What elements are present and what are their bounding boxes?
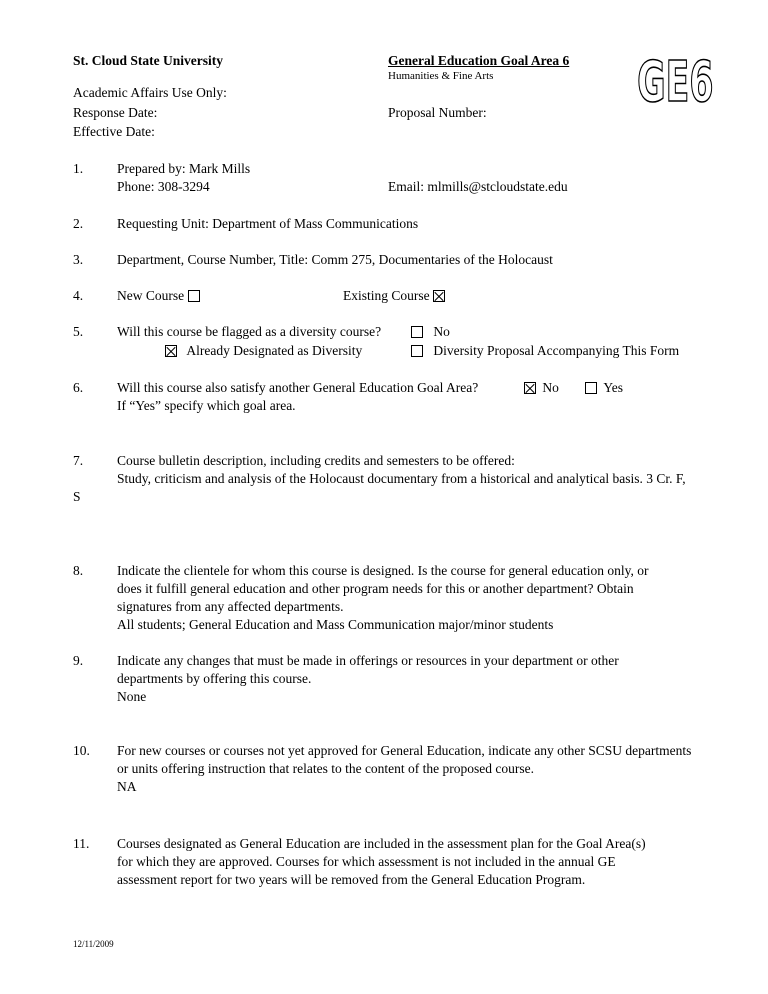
existing-course-label: Existing Course xyxy=(343,288,430,303)
existing-course-checkbox[interactable] xyxy=(433,290,445,302)
already-designated-option xyxy=(165,342,362,360)
new-course-option xyxy=(117,287,200,305)
assessment-text-line: Courses designated as General Education are included in the assessment plan for the Goal Area(s) xyxy=(117,836,646,851)
item-number: 10. xyxy=(73,743,90,758)
item-number: 2. xyxy=(73,216,84,231)
email: Email: mlmills@stcloudstate.edu xyxy=(388,179,568,194)
new-course-label: New Course xyxy=(117,288,185,303)
logo-text: GE6 xyxy=(637,49,714,115)
item-number: 3. xyxy=(73,252,84,267)
item-number: 5. xyxy=(73,324,84,339)
other-units-question-line: or units offering instruction that relates to the content of the proposed course. xyxy=(117,761,535,776)
aa-use-only-label: Academic Affairs Use Only: xyxy=(73,85,227,100)
prepared-by: Prepared by: Mark Mills xyxy=(117,161,251,176)
other-goal-yes-option xyxy=(585,379,623,397)
diversity-proposal-option xyxy=(411,342,679,360)
proposal-number-label: Proposal Number: xyxy=(388,105,487,120)
item-number: 11. xyxy=(73,836,90,851)
bulletin-question: Course bulletin description, including credits and semesters to be offered: xyxy=(117,453,515,468)
other-goal-question: Will this course also satisfy another General Education Goal Area? xyxy=(117,380,479,395)
diversity-question: Will this course be flagged as a diversity course? xyxy=(117,324,382,339)
diversity-no-label: No xyxy=(433,324,450,339)
item-number: 7. xyxy=(73,453,84,468)
other-goal-no-checkbox[interactable] xyxy=(524,382,536,394)
effective-date-label: Effective Date: xyxy=(73,124,155,139)
existing-course-option xyxy=(343,287,445,305)
bulletin-description: Study, criticism and analysis of the Holocaust documentary from a historical and analytical basis. 3 Cr. F, xyxy=(117,471,686,486)
already-designated-checkbox[interactable] xyxy=(165,345,177,357)
item-number: 4. xyxy=(73,288,84,303)
other-units-question-line: For new courses or courses not yet approved for General Education, indicate any other SCSU departments xyxy=(117,743,692,758)
assessment-text-line: for which they are approved. Courses for which assessment is not included in the annual GE xyxy=(117,854,616,869)
new-course-checkbox[interactable] xyxy=(188,290,200,302)
department-course-title: Department, Course Number, Title: Comm 275, Documentaries of the Holocaust xyxy=(117,252,553,267)
changes-question-line: departments by offering this course. xyxy=(117,671,312,686)
footer-date: 12/11/2009 xyxy=(73,939,114,949)
other-units-answer: NA xyxy=(117,779,137,794)
item-number: 8. xyxy=(73,563,84,578)
other-goal-yes-checkbox[interactable] xyxy=(585,382,597,394)
other-goal-no-label: No xyxy=(542,380,559,395)
requesting-unit: Requesting Unit: Department of Mass Communications xyxy=(117,216,419,231)
item-number: 9. xyxy=(73,653,84,668)
diversity-no-option xyxy=(411,323,450,341)
changes-question-line: Indicate any changes that must be made in offerings or resources in your department or other xyxy=(117,653,619,668)
bulletin-description-continued: S xyxy=(73,489,81,504)
goal-area-subtitle: Humanities & Fine Arts xyxy=(388,70,494,82)
item-number: 6. xyxy=(73,380,84,395)
goal-area-title: General Education Goal Area 6 xyxy=(388,53,570,68)
assessment-text-line: assessment report for two years will be removed from the General Education Program. xyxy=(117,872,586,887)
clientele-answer: All students; General Education and Mass Communication major/minor students xyxy=(117,617,554,632)
item-number: 1. xyxy=(73,161,84,176)
university-name: St. Cloud State University xyxy=(73,53,224,68)
ge6-logo xyxy=(637,48,714,115)
phone: Phone: 308-3294 xyxy=(117,179,210,194)
diversity-no-checkbox[interactable] xyxy=(411,326,423,338)
other-goal-no-option xyxy=(524,379,559,397)
other-goal-yes-label: Yes xyxy=(603,380,624,395)
already-designated-label: Already Designated as Diversity xyxy=(186,343,363,358)
diversity-proposal-label: Diversity Proposal Accompanying This Form xyxy=(433,343,680,358)
diversity-proposal-checkbox[interactable] xyxy=(411,345,423,357)
clientele-question-line: does it fulfill general education and other program needs for this or another department? Obtain xyxy=(117,581,634,596)
response-date-label: Response Date: xyxy=(73,105,158,120)
clientele-question-line: signatures from any affected departments. xyxy=(117,599,344,614)
changes-answer: None xyxy=(117,689,147,704)
if-yes-instruction: If “Yes” specify which goal area. xyxy=(117,398,296,413)
clientele-question-line: Indicate the clientele for whom this course is designed. Is the course for general education only, or xyxy=(117,563,649,578)
